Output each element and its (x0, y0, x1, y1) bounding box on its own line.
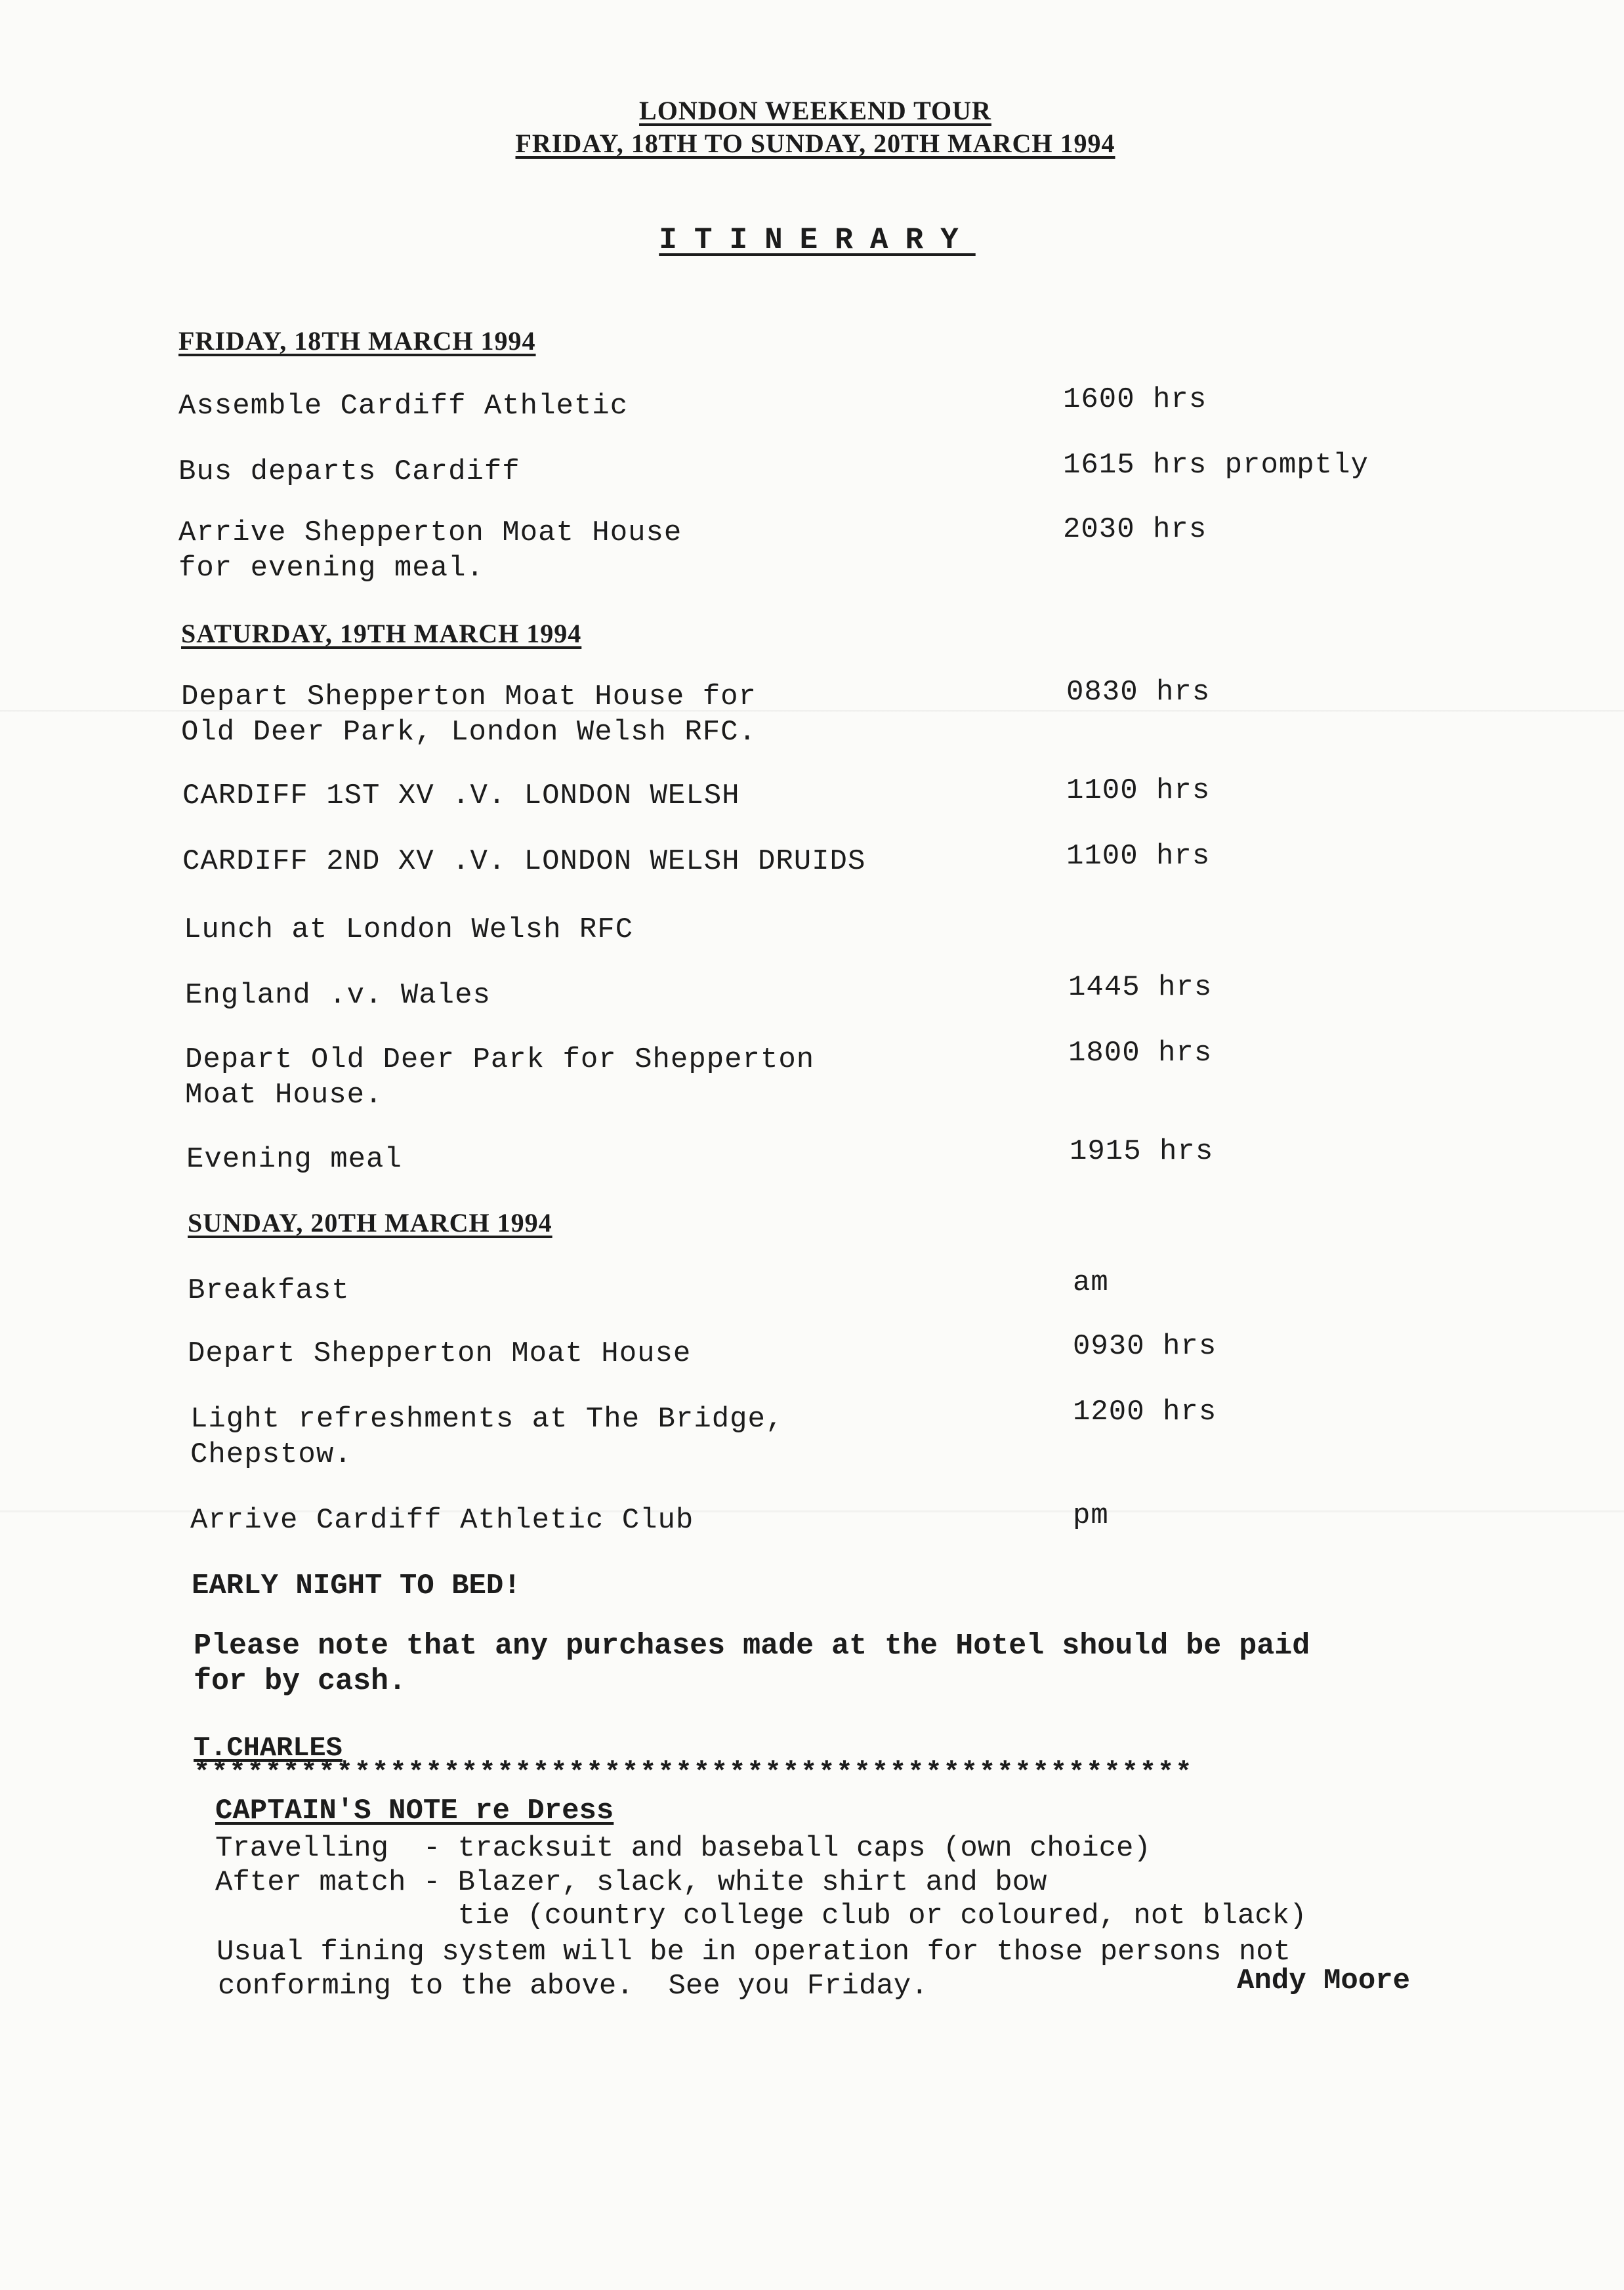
day-heading-sunday: SUNDAY, 20TH MARCH 1994 (188, 1208, 552, 1238)
captain-note-line: Travelling - tracksuit and baseball caps (own choice) (215, 1832, 1151, 1865)
tour-title: LONDON WEEKEND TOUR (639, 96, 991, 125)
activity: Depart Shepperton Moat House for Old Deer Park, London Welsh RFC. (181, 680, 757, 749)
activity-time: 1100 hrs (1066, 840, 1211, 873)
activity-time: pm (1073, 1499, 1109, 1532)
activity-time: 1600 hrs (1063, 383, 1207, 416)
activity-time: 0930 hrs (1073, 1330, 1217, 1363)
activity-time: 1445 hrs (1068, 971, 1213, 1004)
captains-note-title: CAPTAIN'S NOTE re Dress (215, 1795, 614, 1827)
activity: Breakfast (188, 1274, 350, 1307)
activity: Light refreshments at The Bridge, Chepstow. (190, 1403, 784, 1471)
captain-note-line: tie (country college club or coloured, not black) (215, 1900, 1307, 1932)
activity: Lunch at London Welsh RFC (184, 913, 634, 946)
activity-time: 1915 hrs (1070, 1135, 1214, 1168)
activity: Assemble Cardiff Athletic (178, 390, 629, 423)
activity-time: 1615 hrs promptly (1063, 449, 1369, 482)
activity-time: 1800 hrs (1068, 1037, 1213, 1070)
day-heading-friday: FRIDAY, 18TH MARCH 1994 (178, 326, 536, 356)
activity-time: 0830 hrs (1066, 676, 1211, 709)
activity: Arrive Cardiff Athletic Club (190, 1504, 694, 1537)
activity: Depart Shepperton Moat House (188, 1337, 692, 1370)
itinerary-heading: ITINERARY (659, 223, 976, 257)
payment-note: Please note that any purchases made at the Hotel should be paid for by cash. (194, 1629, 1310, 1698)
activity-time: 1200 hrs (1073, 1396, 1217, 1428)
activity-time: 1100 hrs (1066, 774, 1211, 807)
activity: Depart Old Deer Park for Shepperton Moat House. (185, 1043, 815, 1112)
captain-note-line: conforming to the above. See you Friday. (218, 1970, 928, 2003)
day-heading-saturday: SATURDAY, 19TH MARCH 1994 (181, 619, 582, 648)
separator-line: ******************************************************** (194, 1757, 1194, 1789)
activity: Evening meal (186, 1143, 402, 1176)
early-night-note: EARLY NIGHT TO BED! (192, 1570, 521, 1602)
captain-signature: Andy Moore (1237, 1965, 1411, 1997)
activity: England .v. Wales (185, 979, 491, 1012)
activity: Bus departs Cardiff (178, 455, 520, 488)
activity: CARDIFF 2ND XV .V. LONDON WELSH DRUIDS (182, 845, 866, 878)
captain-note-line: After match - Blazer, slack, white shirt and bow (215, 1866, 1047, 1899)
activity-time: am (1073, 1266, 1109, 1299)
tour-dates: FRIDAY, 18TH TO SUNDAY, 20TH MARCH 1994 (515, 129, 1115, 158)
activity: Arrive Shepperton Moat House for evening meal. (178, 516, 682, 585)
signature-t-charles: T.CHARLES (194, 1732, 343, 1764)
activity: CARDIFF 1ST XV .V. LONDON WELSH (182, 780, 740, 812)
activity-time: 2030 hrs (1063, 513, 1207, 546)
captain-note-line: Usual fining system will be in operation for those persons not (217, 1936, 1291, 1968)
